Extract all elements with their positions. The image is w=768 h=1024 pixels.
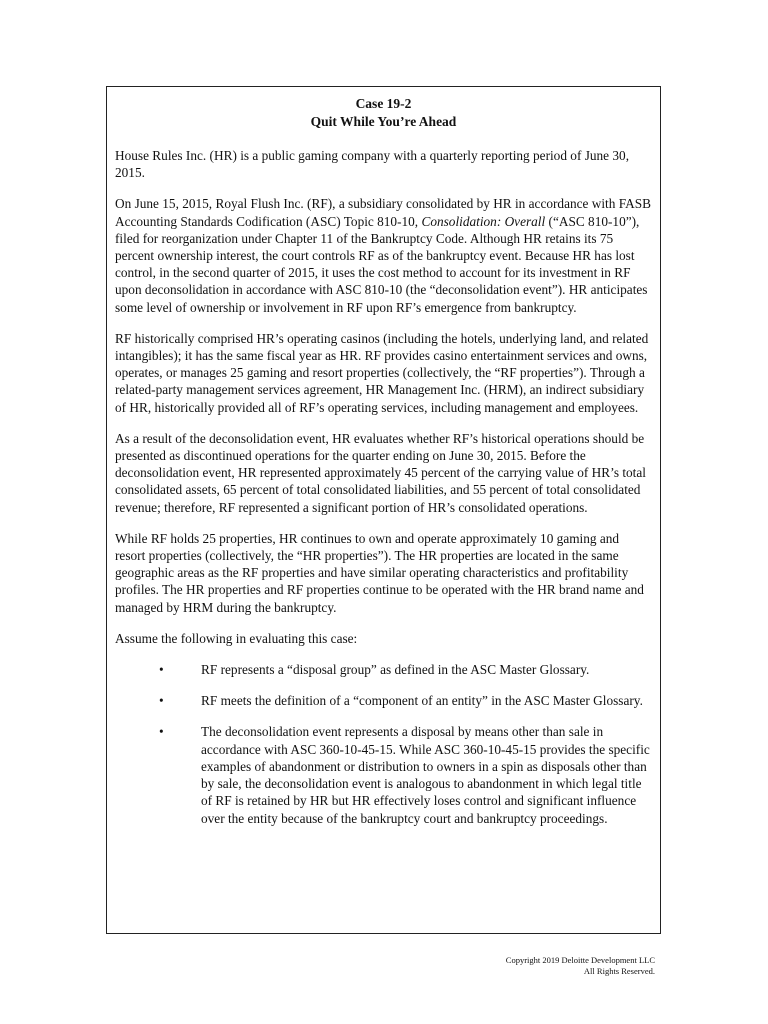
case-title: Quit While You’re Ahead (310, 114, 457, 129)
assumptions-list (115, 661, 652, 827)
paragraph-text: On June 15, 2015, Royal Flush Inc. (RF), a subsidiary consolidated by HR in accordance with FASB Accounting Standards Codification (ASC) Topic 810-10, (115, 196, 651, 229)
list-item-text: RF represents a “disposal group” as defined in the ASC Master Glossary. (201, 662, 590, 678)
list-item (115, 692, 652, 709)
rights-text: All Rights Reserved. (583, 966, 655, 976)
bullet-icon: • (159, 693, 164, 709)
footer (506, 955, 655, 977)
list-item (115, 723, 652, 826)
bullet-icon: • (159, 724, 164, 740)
case-header (115, 95, 652, 131)
paragraph-hr-properties: While RF holds 25 properties, HR continues to own and operate approximately 10 gaming and resort properties (collectively, the “HR properties”). The HR properties are located in the same geographic areas as the RF properties and have similar operating characteristics and profitability profiles. The HR properties and RF properties continue to be operated with the HR brand name and managed by HRM during the bankruptcy. (115, 530, 644, 615)
paragraph-rf-history: RF historically comprised HR’s operating casinos (including the hotels, underlying land, and related intangibles); it has the same fiscal year as HR. RF provides casino entertainment services and owns, operates, or manages 25 gaming and resort properties (collectively, the “RF properties”). Through a related-party management services agreement, HR Management Inc. (HRM), an indirect subsidiary of HR, historically provided all of RF’s operating services, including management and employees. (115, 330, 649, 415)
paragraph-deconsolidation (115, 195, 652, 315)
paragraph-assume: Assume the following in evaluating this case: (115, 630, 358, 646)
bullet-icon: • (159, 662, 164, 678)
paragraph-text: (“ASC 810-10”), filed for reorganization under Chapter 11 of the Bankruptcy Code. Although HR retains its 75 percent ownership interest, the court controls RF as of the bankruptcy event. Because HR has lost control, in the second quarter of 2015, it uses the cost method to account for its investment in RF upon deconsolidation in accordance with ASC 810-10 (the “deconsolidation event”). HR anticipates some level of ownership or involvement in RF upon RF’s emergence from bankruptcy. (115, 213, 648, 315)
case-number: Case 19-2 (355, 96, 412, 111)
list-item-text: The deconsolidation event represents a disposal by means other than sale in accordance with ASC 360-10-45-15. While ASC 360-10-45-15 provides the specific examples of abandonment or distribution to owners in a spin as disposals other than by sale, the deconsolidation event is analogous to abandonment in which legal title of RF is retained by HR but HR effectively loses control and significant influence over the entity because of the bankruptcy court and bankruptcy proceedings. (201, 724, 650, 826)
copyright-text: Copyright 2019 Deloitte Development LLC (505, 955, 655, 965)
paragraph-italic-title: Consolidation: Overall (421, 213, 546, 229)
list-item (115, 661, 652, 678)
list-item-text: RF meets the definition of a “component of an entity” in the ASC Master Glossary. (201, 693, 643, 709)
paragraph-discontinued-ops: As a result of the deconsolidation event, HR evaluates whether RF’s historical operations should be presented as discontinued operations for the quarter ending on June 30, 2015. Before the deconsolidation event, HR represented approximately 45 percent of the carrying value of HR’s total consolidated assets, 65 percent of total consolidated liabilities, and 55 percent of total consolidated revenue; therefore, RF represented a significant portion of HR’s consolidated operations. (115, 430, 646, 515)
case-box (106, 86, 661, 934)
paragraph-intro: House Rules Inc. (HR) is a public gaming company with a quarterly reporting period of June 30, 2015. (115, 148, 630, 181)
